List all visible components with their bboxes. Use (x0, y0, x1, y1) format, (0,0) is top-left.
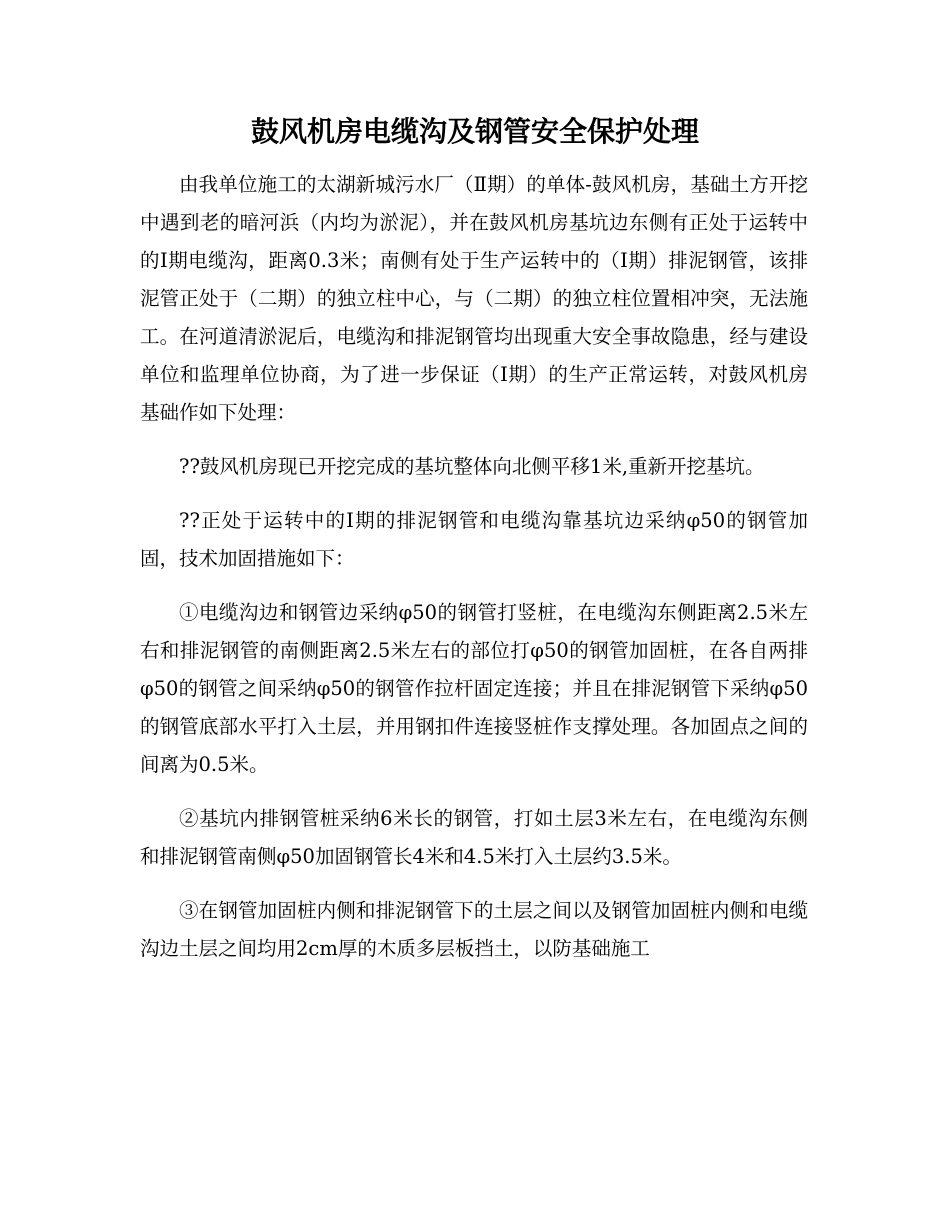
paragraph-intro: 由我单位施工的太湖新城污水厂（Ⅱ期）的单体-鼓风机房，基础土方开挖中遇到老的暗河浜（内均为淤泥），并在鼓风机房基坑边东侧有正处于运转中的Ⅰ期电缆沟，距离0.3米；南侧有处于生产运转中的（Ⅰ期）排泥钢管，该排泥管正处于（二期）的独立柱中心，与（二期）的独立柱位置相冲突，无法施工。在河道清淤泥后，电缆沟和排泥钢管均出现重大安全事故隐患，经与建设单位和监理单位协商，为了进一步保证（Ⅰ期）的生产正常运转，对鼓风机房基础作如下处理： (140, 173, 808, 424)
paragraph-measure-1: ①电缆沟边和钢管边采纳φ50的钢管打竖桩，在电缆沟东侧距离2.5米左右和排泥钢管的南侧距离2.5米左右的部位打φ50的钢管加固桩，在各自两排φ50的钢管之间采纳φ50的钢管作拉杆固定连接；并且在排泥钢管下采纳φ50的钢管底部水平打入土层，并用钢扣件连接竖桩作支撑处理。各加固点之间的间离为0.5米。 (140, 601, 808, 776)
document-body (140, 166, 808, 968)
paragraph-measure-3: ③在钢管加固桩内侧和排泥钢管下的土层之间以及钢管加固桩内侧和电缆沟边土层之间均用2cm厚的木质多层板挡土，以防基础施工 (140, 899, 808, 960)
document-title: 鼓风机房电缆沟及钢管安全保护处理 (250, 115, 699, 148)
paragraph-measure-2: ②基坑内排钢管桩采纳6米长的钢管，打如土层3米左右，在电缆沟东侧和排泥钢管南侧φ50加固钢管长4米和4.5米打入土层约3.5米。 (140, 807, 808, 868)
paragraph-item-1: ??鼓风机房现已开挖完成的基坑整体向北侧平移1米,重新开挖基坑。 (179, 455, 765, 478)
paragraph-item-2: ??正处于运转中的Ⅰ期的排泥钢管和电缆沟靠基坑边采纳φ50的钢管加固，技术加固措施如下： (140, 509, 808, 570)
